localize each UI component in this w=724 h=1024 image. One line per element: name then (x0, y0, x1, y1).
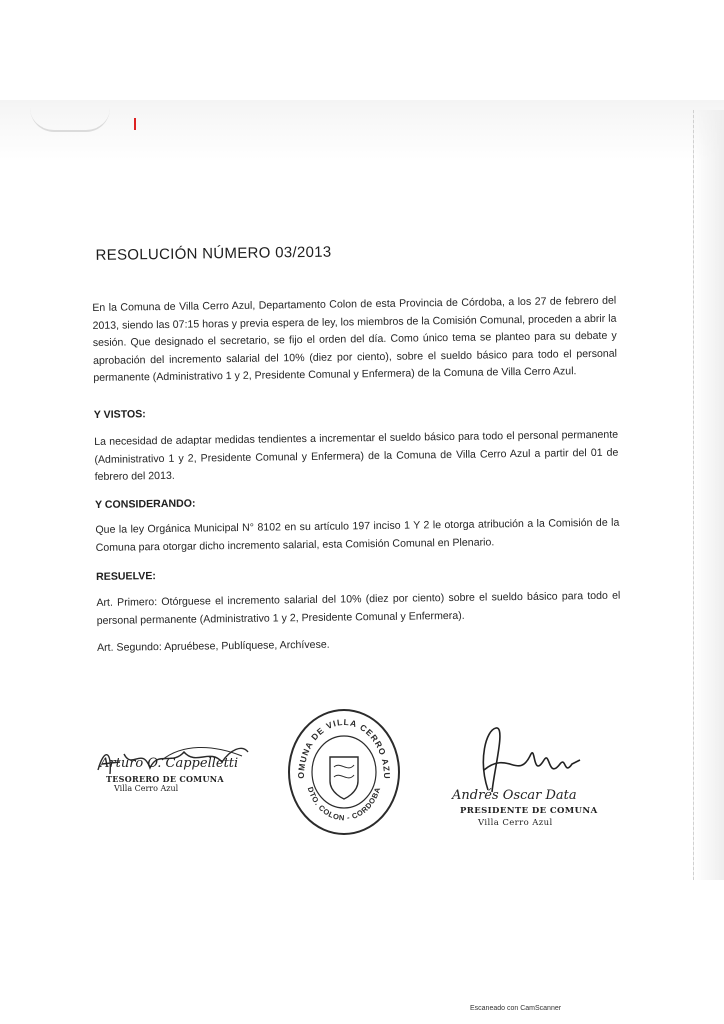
considerando-heading: Y CONSIDERANDO: (94, 497, 196, 511)
article-primero: Art. Primero: Otórguese el incremento salarial del 10% (diez por ciento) sobre el sueldo básico para todo el personal permanente (Administrativo 1 y 2, Presidente Comunal y Enfermera). (96, 589, 621, 627)
vistos-heading: Y VISTOS: (93, 408, 146, 421)
treasurer-signature (92, 740, 262, 800)
seal-bottom-text: DTO. COLON - CORDOBA (305, 785, 383, 823)
scanner-caption: Escaneado con CamScanner (470, 1005, 562, 1012)
president-name: Andrés Oscar Data (452, 788, 577, 803)
intro-paragraph: En la Comuna de Villa Cerro Azul, Departamento Colon de esta Provincia de Córdoba, a los 27 de febrero del 2013, siendo las 07:15 horas y previa espera de ley, los miembros de la Comisión Comunal, proceden a abrir la sesión. Que designado el secretario, se fijo el orden del día. Como único tema se planteo para su debate y aprobación del incremento salarial del 10% (diez por ciento), sobre el sueldo básico para todo el personal permanente (Administrativo 1 y 2, Presidente Comunal y Enfermera) de la Comuna de Villa Cerro Azul. (92, 294, 618, 384)
resuelve-heading: RESUELVE: (95, 570, 156, 583)
considerando-paragraph: Que la ley Orgánica Municipal N° 8102 en su artículo 197 inciso 1 Y 2 le otorga atribución a la Comisión de la Comuna para otorgar dicho incremento salarial, esta Comisión Comunal en Plenario. (95, 516, 620, 554)
scan-red-mark (134, 118, 136, 130)
commune-seal-graphic (286, 707, 402, 837)
resolution-title: RESOLUCIÓN NÚMERO 03/2013 (95, 243, 332, 264)
president-signature (448, 720, 598, 830)
treasurer-place: Villa Cerro Azul (114, 784, 179, 793)
shield-icon (330, 757, 358, 799)
article-segundo: Art. Segundo: Apruébese, Publíquese, Archívese. (96, 638, 330, 654)
seal-top-text: OMUNA DE VILLA CERRO AZU (295, 716, 393, 780)
commune-seal (286, 707, 402, 837)
treasurer-name: Arturo O. Cappelletti (100, 756, 239, 771)
vistos-paragraph: La necesidad de adaptar medidas tendientes a incrementar el sueldo básico para todo el personal permanente (Administrativo 1 y 2, Presidente Comunal y Enfermera) de la Comuna de Villa Cerro Azul a partir del 01 de febrero del 2013. (94, 428, 619, 483)
president-role: PRESIDENTE DE COMUNA (460, 806, 598, 816)
treasurer-role: TESORERO DE COMUNA (106, 774, 224, 784)
scan-right-edge (693, 110, 724, 880)
president-place: Villa Cerro Azul (478, 818, 553, 828)
scan-artifact (30, 108, 110, 132)
